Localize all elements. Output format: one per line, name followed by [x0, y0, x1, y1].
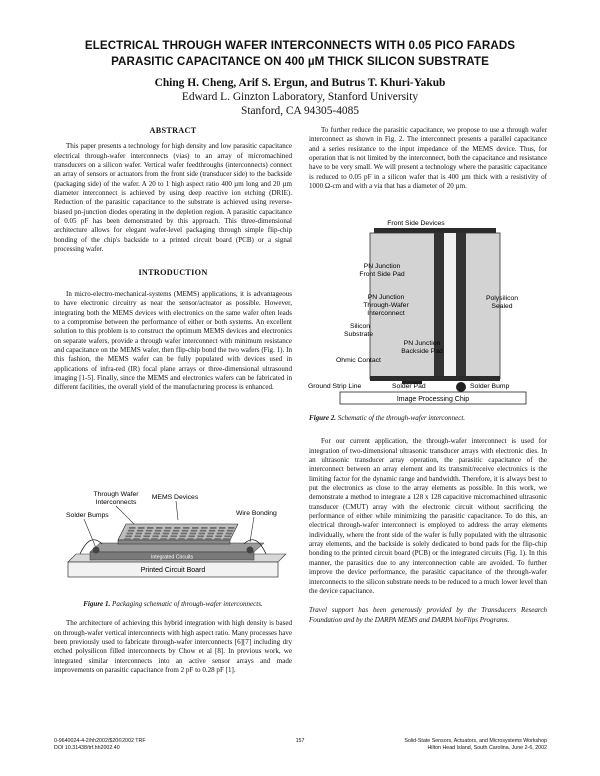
fig1-mems-cell — [179, 535, 186, 537]
figure-1-caption-text: Packaging schematic of through-wafer interconnects. — [112, 600, 263, 608]
fig1-mems-cell — [129, 527, 136, 529]
fig1-mems-cell — [181, 533, 188, 535]
fig1-mems-cell — [187, 538, 194, 540]
fig1-mems-cell — [217, 533, 224, 535]
fig1-mems-cell — [127, 533, 134, 535]
fig1-mems-cell — [143, 535, 150, 537]
footer-right — [330, 738, 547, 751]
affiliation-lab: Edward L. Ginzton Laboratory, Stanford University — [181, 91, 419, 103]
fig1-leader-mems — [176, 501, 178, 520]
fig1-mems-cell — [152, 535, 159, 537]
paper-title — [30, 38, 570, 70]
fig2-label-polysilicon: Polysilicon — [485, 295, 519, 302]
fig1-mems-cell — [145, 533, 152, 535]
fig1-mems-cell — [215, 535, 222, 537]
fig1-mems-cell — [136, 533, 143, 535]
author-names: Ching H. Cheng, Arif S. Ergun, and Butrus T. Khuri-Yakub — [154, 77, 446, 89]
right-column-top — [309, 126, 547, 191]
fig1-mems-cell — [223, 538, 230, 540]
fig1-leader-solder — [84, 519, 96, 548]
fig1-label-through-wafer: Through Wafer — [93, 491, 139, 498]
fig2-label-silicon: Silicon — [350, 323, 371, 330]
fig1-mems-cell — [196, 538, 203, 540]
footer-venue: Hilton Head Island, South Carolina, June 2-6, 2002 — [427, 744, 547, 751]
fig2-label-ground-strip-line: Ground Strip Line — [308, 383, 362, 390]
author-block — [30, 76, 570, 118]
fig1-mems-cell — [192, 527, 199, 529]
fig1-mems-cell — [182, 530, 189, 532]
intro-paragraph-2: The architecture of achieving this hybrid integration with high density is based on through-wafer vertical interconnects with high aspect ratio. Many processes have been previously used to fabricate through-wafer interconnects [6][7] including dry etched polysilicon filled interconnects by Chow et al [8]. In previous work, we integrated similar interconnects into an active sensor arrays and made improvements on parasitic capacitance from 2 pF to 0.28 pF [1]. — [54, 619, 292, 675]
fig1-mems-cell — [137, 530, 144, 532]
footer-left — [54, 738, 146, 751]
fig1-mems-cell — [214, 538, 221, 540]
fig2-label-pn-junction-2: PN Junction — [367, 294, 405, 301]
footer-workshop: Solid-State Sensors, Actuators, and Microsystems Workshop — [404, 738, 547, 744]
figure-1-diagram — [54, 488, 292, 594]
footer-doi: DOI 10.31438/trf.hh2002.40 — [54, 744, 120, 751]
fig2-label-front-side-devices: Front Side Devices — [387, 220, 445, 227]
fig1-mems-cell — [210, 527, 217, 529]
fig1-mems-cell — [219, 527, 226, 529]
fig1-label-wire-bonding: Wire Bonding — [236, 510, 277, 517]
fig1-mems-cell — [154, 533, 161, 535]
figure-1-caption-label: Figure 1. — [83, 600, 111, 608]
fig1-mems-cell — [201, 527, 208, 529]
fig1-leader-wire — [250, 517, 254, 542]
fig1-mems-cell — [164, 530, 171, 532]
fig1-mems-cell — [209, 530, 216, 532]
footer-isbn: 0-9640024-4-2/hh2002/$20©2002 TRF — [54, 738, 146, 744]
right-column-bottom — [309, 414, 547, 625]
fig1-solder-bump-right — [247, 547, 254, 554]
fig1-label-interconnects: Interconnects — [95, 499, 137, 506]
figure-1-caption-block — [54, 600, 292, 675]
fig2-label-through-wafer: Through-Wafer — [363, 302, 409, 309]
fig1-mems-cell — [165, 527, 172, 529]
fig2-label-solder-pad: Solder Pad — [392, 383, 426, 390]
fig1-mems-cell — [174, 527, 181, 529]
fig1-mems-cell — [228, 527, 235, 529]
fig1-mems-cell — [124, 538, 131, 540]
fig1-solder-bump-left — [93, 547, 100, 554]
fig1-leader-interconnects — [116, 506, 136, 526]
fig1-mems-cell — [206, 535, 213, 537]
fig1-mems-cell — [163, 533, 170, 535]
right-paragraph-2: For our current application, the through-wafer interconnect is used for integration of two-dimensional ultrasonic transducer arrays with electronic dies. In an ultrasonic transducer array operation, the parasitic capacitance of the interconnect between an array element and its transmit/receive electronics is the limiting factor for the dynamic range and bandwidth. Therefore, it is always best to put the electronics as close to the array elements as possible. In this work, we demonstrate a method to integrate a 128 x 128 capacitive micromachined ultrasonic transducer (CMUT) array with the electronic circuit without sacrificing the performance of either while minimizing the parasitic capacitance. To do this, an electrical through-wafer interconnect is employed to address the array elements individually, where the front side of the wafer is fully populated with the ultrasonic array elements, and the backside is solely dedicated to bond pads for the flip-chip bonding to the printed circuit board (PCB) or the integrated circuits (Fig. 1). In this manner, the parasitics due to any interconnection cable are avoided. To further improve the device performance, the parasitic capacitance of the through-wafer interconnects to the silicon substrate needs to be reduced to a much lower level than the device capacitance. — [309, 437, 547, 595]
fig1-mems-cell — [183, 527, 190, 529]
figure-2-caption-label: Figure 2. — [309, 414, 337, 422]
fig1-mems-cell — [147, 527, 154, 529]
figure-1-caption — [54, 600, 292, 609]
fig1-mems-cell — [161, 535, 168, 537]
abstract-text: This paper presents a technology for high density and low parasitic capacitance electrical through-wafer interconnects (vias) to an array of micromachined transducers on a silicon wafer. Vertical wafer feedthroughs (interconnects) connect an array of sensors or actuators from the front side (transducer side) to the backside (packaging side) of the wafer. A 20 to 1 high aspect ratio 400 µm long and 20 µm diameter interconnect is achieved by using deep reactive ion etching (DRIE). Reduction of the parasitic capacitance to the substrate is achieved using reverse-biased pn-junction diodes operating in the depletion region. A parasitic capacitance of 0.05 pF has been demonstrated by this approach. This three-dimensional architecture allows for elegant wafer-level packaging through simple flip-chip bonding of the chip's backside to a printed circuit board (PCB) or a signal processing wafer. — [54, 142, 292, 254]
affiliation-location: Stanford, CA 94305-4085 — [240, 105, 360, 117]
fig1-mems-cell — [208, 533, 215, 535]
fig1-mems-cell — [160, 538, 167, 540]
fig2-via-left — [434, 233, 444, 379]
introduction-heading: INTRODUCTION — [138, 268, 208, 278]
fig1-mems-cell — [169, 538, 176, 540]
fig1-mems-cell — [199, 533, 206, 535]
fig1-mems-front — [118, 540, 230, 544]
fig1-label-ic: Integrated Circuits — [150, 554, 194, 561]
figure-2-diagram — [308, 216, 530, 412]
fig1-mems-cell — [172, 533, 179, 535]
fig1-mems-cell — [151, 538, 158, 540]
fig1-mems-cell — [133, 538, 140, 540]
fig2-label-pn-junction-1: PN Junction — [363, 263, 401, 270]
fig1-label-mems-devices: MEMS Devices — [151, 494, 199, 501]
fig1-mems-cell — [188, 535, 195, 537]
figure-2-caption — [309, 414, 547, 423]
fig1-mems-cell — [197, 535, 204, 537]
fig1-mems-cell — [170, 535, 177, 537]
fig2-label-backside-pad: Backside Pad — [401, 348, 443, 355]
fig2-backside-layer — [370, 376, 500, 381]
fig1-label-pcb: Printed Circuit Board — [140, 567, 206, 574]
fig1-mems-cell — [155, 530, 162, 532]
fig1-mems-cell — [128, 530, 135, 532]
fig2-front-devices — [374, 228, 496, 233]
fig1-mems-cell — [190, 533, 197, 535]
intro-paragraph-1: In micro-electro-mechanical-systems (MEMS) applications, it is advantageous to have electronic circuitry as near the sensor/actuator as possible. However, integrating both the MEMS devices with electronics on the same wafer often leads to a compromise between the performance of either or both systems. An excellent solution to this problem is to construct the optimum MEMS devices and electronics on separate wafers, provide a through wafer interconnect with minimum resistance and capacitance on the MEMS wafer, then flip-chip bond the two wafers (Fig. 1). In this fashion, the MEMS wafer can be fully populated with devices used in applications of infra-red (IR) focal plane arrays or three-dimensional ultrasound imaging [1-5]. Finally, since the MEMS and electronics wafers can be fabricated in different facilities, the overall yield of the manufacturing process is enhanced. — [54, 289, 292, 392]
fig2-label-solder-bump: Solder Bump — [470, 383, 510, 390]
fig1-label-solder-bumps: Solder Bumps — [66, 512, 109, 519]
fig1-mems-cell — [227, 530, 234, 532]
footer-page-number: 157 — [295, 738, 305, 744]
fig1-mems-cell — [134, 535, 141, 537]
fig1-mems-top — [118, 524, 238, 540]
fig1-ic-top — [90, 543, 264, 552]
fig2-via-right — [456, 233, 466, 379]
fig1-mems-cell — [226, 533, 233, 535]
fig1-mems-cell — [142, 538, 149, 540]
title-line-2: PARASITIC CAPACITANCE ON 400 µM THICK SILICON SUBSTRATE — [111, 55, 489, 68]
fig2-label-pn-junction-3: PN Junction — [403, 340, 441, 347]
fig1-mems-cell — [125, 535, 131, 537]
figure-2-caption-text: Schematic of the through-wafer interconnect. — [337, 414, 466, 422]
fig1-mems-cell — [218, 530, 225, 532]
fig2-label-image-processing-chip: Image Processing Chip — [396, 396, 470, 403]
fig1-mems-cell — [146, 530, 153, 532]
fig2-label-interconnect: Interconnect — [367, 310, 405, 317]
fig2-label-substrate: Substrate — [344, 331, 374, 338]
fig2-via-fill — [444, 233, 456, 379]
fig1-mems-cell — [205, 538, 212, 540]
fig1-mems-cell — [173, 530, 180, 532]
fig2-label-sealed: Sealed — [491, 303, 513, 310]
fig1-mems-cell — [138, 527, 145, 529]
abstract-heading: ABSTRACT — [149, 126, 197, 135]
right-paragraph-1: To further reduce the parasitic capacitance, we propose to use a through wafer interconnect as shown in Fig. 2. The interconnect presents a parallel capacitance and a series resistance to the input impedance of the MEMS device. Thus, for operation that is not limited by the interconnect, both the capacitance and resistance have to be very small. We will present a technology where the parasitic capacitance is reduced to 0.05 pF in a silicon wafer that is 400 µm thick with a resistivity of 1000 Ω-cm and with a via that has a diameter of 20 µm. — [309, 126, 547, 191]
fig1-mems-cell — [200, 530, 207, 532]
title-line-1: ELECTRICAL THROUGH WAFER INTERCONNECTS WITH 0.05 PICO FARADS — [84, 39, 516, 52]
fig2-label-ohmic-contact: Ohmic Contact — [336, 357, 381, 364]
fig1-mems-cell — [156, 527, 163, 529]
left-column — [54, 126, 292, 393]
fig2-solder-bump — [456, 382, 466, 392]
fig1-mems-cell — [224, 535, 231, 537]
fig2-label-front-side-pad: Front Side Pad — [359, 271, 405, 278]
fig1-mems-cell — [191, 530, 198, 532]
fig1-mems-cell — [178, 538, 185, 540]
acknowledgment: Travel support has been generously provided by the Transducers Research Foundation and by the DARPA MEMS and DARPA bioFlips Programs. — [309, 606, 547, 624]
